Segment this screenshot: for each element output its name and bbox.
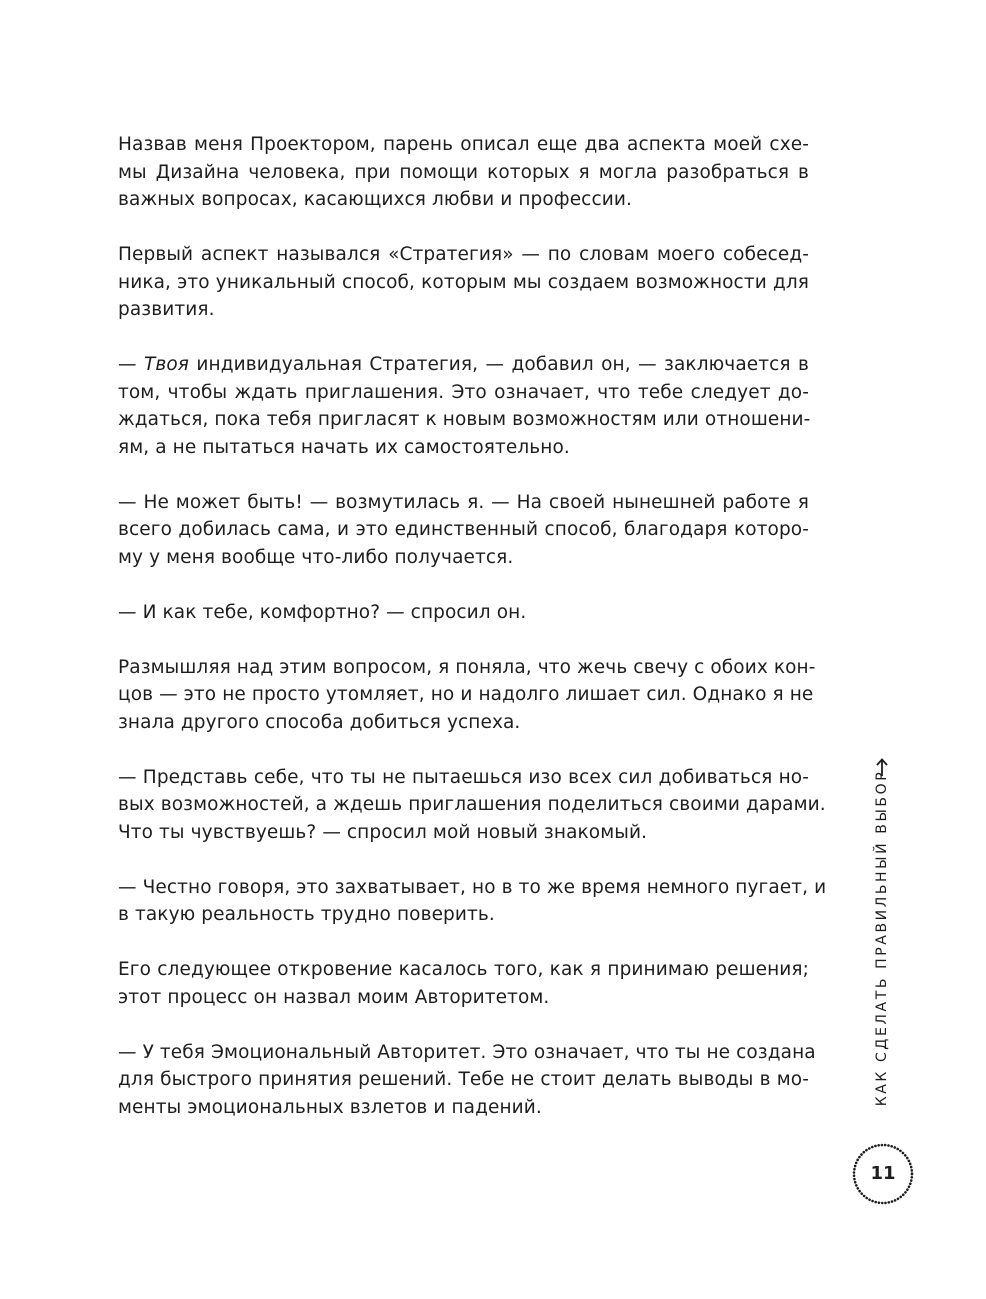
paragraph <box>118 1039 816 1122</box>
text-line: ям, а не пытаться начать их самостоятельно. <box>118 436 570 458</box>
text-line: цов — это не просто утомляет, но и надолго лишает сил. Однако я не <box>118 684 814 705</box>
text-line <box>118 351 809 379</box>
text-line: всего добилась сама, и это единственный способ, благодаря которо- <box>118 519 809 540</box>
paragraph <box>118 654 816 737</box>
paragraph <box>118 241 809 324</box>
running-header <box>871 762 893 1114</box>
text-line: развития. <box>118 299 215 320</box>
text-line: важных вопросах, касающихся любви и профессии. <box>118 189 632 210</box>
text-line: мы Дизайна человека, при помощи которых я могла разобраться в <box>118 161 809 183</box>
italic-word: Твоя <box>143 354 190 375</box>
paragraph <box>118 131 809 214</box>
text-line: том, чтобы ждать приглашения. Это означает, что тебе следует до- <box>118 381 809 403</box>
text-line: Его следующее откровение касалось того, как я принимаю решения; <box>118 959 809 980</box>
paragraph <box>118 874 827 929</box>
text-line: менты эмоциональных взлетов и падений. <box>118 1096 542 1118</box>
page-number-badge <box>851 1142 915 1206</box>
text-line: Что ты чувствуешь? — спросил мой новый знакомый. <box>118 821 648 843</box>
paragraph <box>118 489 809 572</box>
text-line: ждаться, пока тебя пригласят к новым возможностям или отношени- <box>118 409 811 430</box>
text-segment: индивидуальная Стратегия, — добавил он, — заключается в <box>189 354 809 375</box>
text-line: знала другого способа добиться успеха. <box>118 711 521 733</box>
paragraph <box>118 956 809 1011</box>
text-line: Назвав меня Проектором, парень описал еще два аспекта моей схе- <box>118 134 809 155</box>
text-segment: — <box>118 354 144 375</box>
running-header-text: КАК СДЕЛАТЬ ПРАВИЛЬНЫЙ ВЫБОР <box>874 769 890 1107</box>
paragraph <box>118 764 826 847</box>
text-line: для быстрого принятия решений. Тебе не стоит делать выводы в мо- <box>118 1069 809 1090</box>
text-line: — И как тебе, комфортно? — спросил он. <box>118 601 527 623</box>
text-line: му у меня вообще что-либо получается. <box>118 546 514 568</box>
text-line: — Честно говоря, это захватывает, но в то же время немного пугает, и <box>118 876 827 898</box>
paragraph <box>118 351 809 461</box>
page-body <box>118 131 827 1149</box>
text-line: — Не может быть! — возмутилась я. — На своей нынешней работе я <box>118 491 809 513</box>
text-line: Размышляя над этим вопросом, я поняла, что жечь свечу с обоих кон- <box>118 656 816 678</box>
text-line: этот процесс он назвал моим Авторитетом. <box>118 986 550 1008</box>
text-line: в такую реальность трудно поверить. <box>118 904 495 925</box>
paragraph <box>118 599 809 627</box>
text-line: — У тебя Эмоциональный Авторитет. Это означает, что ты не создана <box>118 1041 816 1063</box>
text-line: Первый аспект назывался «Стратегия» — по словам моего собесед- <box>118 244 809 265</box>
text-line: — Представь себе, что ты не пытаешься изо всех сил добиваться но- <box>118 766 809 788</box>
text-line: вых возможностей, а ждешь приглашения поделиться своими дарами. <box>118 794 826 815</box>
text-line: ника, это уникальный способ, которым мы создаем возможности для <box>118 271 809 293</box>
page-number: 11 <box>870 1163 896 1184</box>
